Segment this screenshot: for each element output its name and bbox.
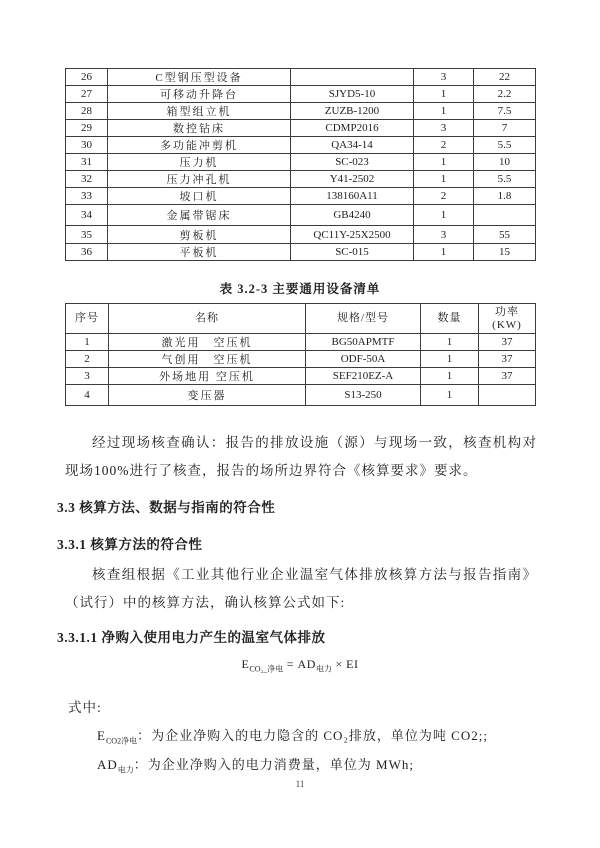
formula-times-ei: × EI bbox=[331, 657, 359, 671]
main-equipment-table-continued bbox=[65, 68, 536, 261]
cell-name: 坡口机 bbox=[108, 188, 291, 205]
formula-where-label: 式中: bbox=[68, 700, 102, 715]
col-header-model: 规格/型号 bbox=[306, 304, 421, 334]
cell-model: QC11Y-25X2500 bbox=[291, 226, 414, 244]
cell-model: GB4240 bbox=[291, 205, 414, 226]
def1-text: 为企业净购入的电力隐含的 CO₂排放，单位为吨 CO2;; bbox=[151, 728, 488, 743]
cell-serial: 26 bbox=[66, 69, 108, 86]
cell-power: 7 bbox=[474, 120, 536, 137]
cell-serial: 30 bbox=[66, 137, 108, 154]
cell-power: 7.5 bbox=[474, 103, 536, 120]
cell-power: 5.5 bbox=[474, 137, 536, 154]
table-header-row bbox=[66, 304, 536, 334]
table-row bbox=[66, 171, 536, 188]
cell-qty: 2 bbox=[414, 137, 474, 154]
cell-qty: 1 bbox=[414, 103, 474, 120]
def1-colon: ： bbox=[137, 728, 152, 743]
cell-model: BG50APMTF bbox=[306, 334, 421, 351]
cell-qty: 3 bbox=[414, 69, 474, 86]
cell-power: 5.5 bbox=[474, 171, 536, 188]
cell-qty: 1 bbox=[414, 86, 474, 103]
formula-ad-base: AD bbox=[297, 657, 316, 671]
cell-model: QA34-14 bbox=[291, 137, 414, 154]
paragraph-method-basis: 核查组根据《工业其他行业企业温室气体排放核算方法与报告指南》（试行）中的核算方法，确认核算公式如下: bbox=[65, 567, 537, 610]
cell-model: Y41-2502 bbox=[291, 171, 414, 188]
table-row bbox=[66, 385, 536, 406]
table-row bbox=[66, 137, 536, 154]
cell-model: SC-015 bbox=[291, 244, 414, 261]
cell-model bbox=[291, 69, 414, 86]
table-row bbox=[66, 86, 536, 103]
cell-serial: 34 bbox=[66, 205, 108, 226]
cell-model: CDMP2016 bbox=[291, 120, 414, 137]
cell-model: S13-250 bbox=[306, 385, 421, 406]
cell-serial: 35 bbox=[66, 226, 108, 244]
cell-name: 激光用 空压机 bbox=[109, 334, 306, 351]
formula-e-base: E bbox=[241, 657, 250, 671]
cell-qty: 1 bbox=[421, 368, 479, 385]
cell-qty: 1 bbox=[414, 154, 474, 171]
table-row bbox=[66, 205, 536, 226]
cell-model: SC-023 bbox=[291, 154, 414, 171]
cell-serial: 3 bbox=[66, 368, 109, 385]
def1-symbol: E bbox=[97, 728, 106, 743]
formula-e-subscript: CO₂_净电 bbox=[249, 664, 284, 674]
cell-serial: 4 bbox=[66, 385, 109, 406]
heading-3-3-1-1: 3.3.1.1 净购入使用电力产生的温室气体排放 bbox=[57, 630, 326, 645]
cell-qty: 1 bbox=[421, 385, 479, 406]
cell-name: 多功能冲剪机 bbox=[108, 137, 291, 154]
cell-name: C型钢压型设备 bbox=[108, 69, 291, 86]
cell-serial: 2 bbox=[66, 351, 109, 368]
cell-model: 138160A11 bbox=[291, 188, 414, 205]
cell-power: 10 bbox=[474, 154, 536, 171]
emission-formula bbox=[65, 657, 535, 674]
cell-model: SJYD5-10 bbox=[291, 86, 414, 103]
cell-serial: 27 bbox=[66, 86, 108, 103]
def2-colon: ： bbox=[133, 757, 148, 772]
cell-power: 37 bbox=[479, 334, 536, 351]
cell-qty: 1 bbox=[414, 171, 474, 188]
heading-3-3: 3.3 核算方法、数据与指南的符合性 bbox=[57, 500, 276, 515]
cell-power bbox=[474, 205, 536, 226]
cell-qty: 3 bbox=[414, 120, 474, 137]
table-row bbox=[66, 226, 536, 244]
cell-qty: 1 bbox=[421, 351, 479, 368]
cell-name: 剪板机 bbox=[108, 226, 291, 244]
definition-e-co2 bbox=[97, 725, 537, 747]
def1-subscript: CO2净电 bbox=[105, 736, 138, 746]
table-row bbox=[66, 103, 536, 120]
cell-name: 压力冲孔机 bbox=[108, 171, 291, 188]
cell-serial: 29 bbox=[66, 120, 108, 137]
page-number: 11 bbox=[295, 779, 305, 789]
cell-qty: 2 bbox=[414, 188, 474, 205]
cell-name: 数控钻床 bbox=[108, 120, 291, 137]
table-row bbox=[66, 154, 536, 171]
cell-qty: 1 bbox=[414, 244, 474, 261]
cell-serial: 1 bbox=[66, 334, 109, 351]
cell-power: 15 bbox=[474, 244, 536, 261]
cell-power: 22 bbox=[474, 69, 536, 86]
def2-text: 为企业净购入的电力消费量，单位为 MWh; bbox=[147, 757, 414, 772]
cell-name: 外场地用 空压机 bbox=[109, 368, 306, 385]
heading-3-3-1: 3.3.1 核算方法的符合性 bbox=[57, 537, 203, 552]
col-header-name: 名称 bbox=[109, 304, 306, 334]
cell-qty: 3 bbox=[414, 226, 474, 244]
paragraph-site-verification: 经过现场核查确认：报告的排放设施（源）与现场一致，核查机构对现场100%进行了核查，报告的场所边界符合《核算要求》要求。 bbox=[65, 435, 537, 478]
def2-subscript: 电力 bbox=[117, 765, 134, 775]
def2-symbol: AD bbox=[97, 757, 118, 772]
cell-name: 平板机 bbox=[108, 244, 291, 261]
cell-model: ODF-50A bbox=[306, 351, 421, 368]
cell-serial: 36 bbox=[66, 244, 108, 261]
cell-serial: 28 bbox=[66, 103, 108, 120]
cell-model: SEF210EZ-A bbox=[306, 368, 421, 385]
cell-power: 2.2 bbox=[474, 86, 536, 103]
cell-power: 37 bbox=[479, 351, 536, 368]
cell-name: 气创用 空压机 bbox=[109, 351, 306, 368]
cell-name: 箱型组立机 bbox=[108, 103, 291, 120]
general-equipment-table bbox=[65, 303, 536, 406]
table-row bbox=[66, 368, 536, 385]
cell-serial: 33 bbox=[66, 188, 108, 205]
definition-ad-power bbox=[97, 754, 537, 776]
col-header-qty: 数量 bbox=[421, 304, 479, 334]
cell-name: 金属带锯床 bbox=[108, 205, 291, 226]
table-row bbox=[66, 120, 536, 137]
formula-equals: = bbox=[283, 657, 298, 671]
table-row bbox=[66, 334, 536, 351]
table-row bbox=[66, 351, 536, 368]
cell-power: 55 bbox=[474, 226, 536, 244]
cell-name: 可移动升降台 bbox=[108, 86, 291, 103]
col-header-power: 功率 (KW) bbox=[479, 304, 536, 334]
formula-ad-subscript: 电力 bbox=[315, 664, 332, 674]
col-header-serial: 序号 bbox=[66, 304, 109, 334]
cell-power: 37 bbox=[479, 368, 536, 385]
table-row bbox=[66, 69, 536, 86]
cell-power bbox=[479, 385, 536, 406]
cell-qty: 1 bbox=[414, 205, 474, 226]
cell-power: 1.8 bbox=[474, 188, 536, 205]
cell-name: 压力机 bbox=[108, 154, 291, 171]
cell-qty: 1 bbox=[421, 334, 479, 351]
table-caption: 表 3.2-3 主要通用设备清单 bbox=[219, 282, 381, 296]
cell-serial: 32 bbox=[66, 171, 108, 188]
table-row bbox=[66, 188, 536, 205]
cell-model: ZUZB-1200 bbox=[291, 103, 414, 120]
table-row bbox=[66, 244, 536, 261]
cell-name: 变压器 bbox=[109, 385, 306, 406]
cell-serial: 31 bbox=[66, 154, 108, 171]
